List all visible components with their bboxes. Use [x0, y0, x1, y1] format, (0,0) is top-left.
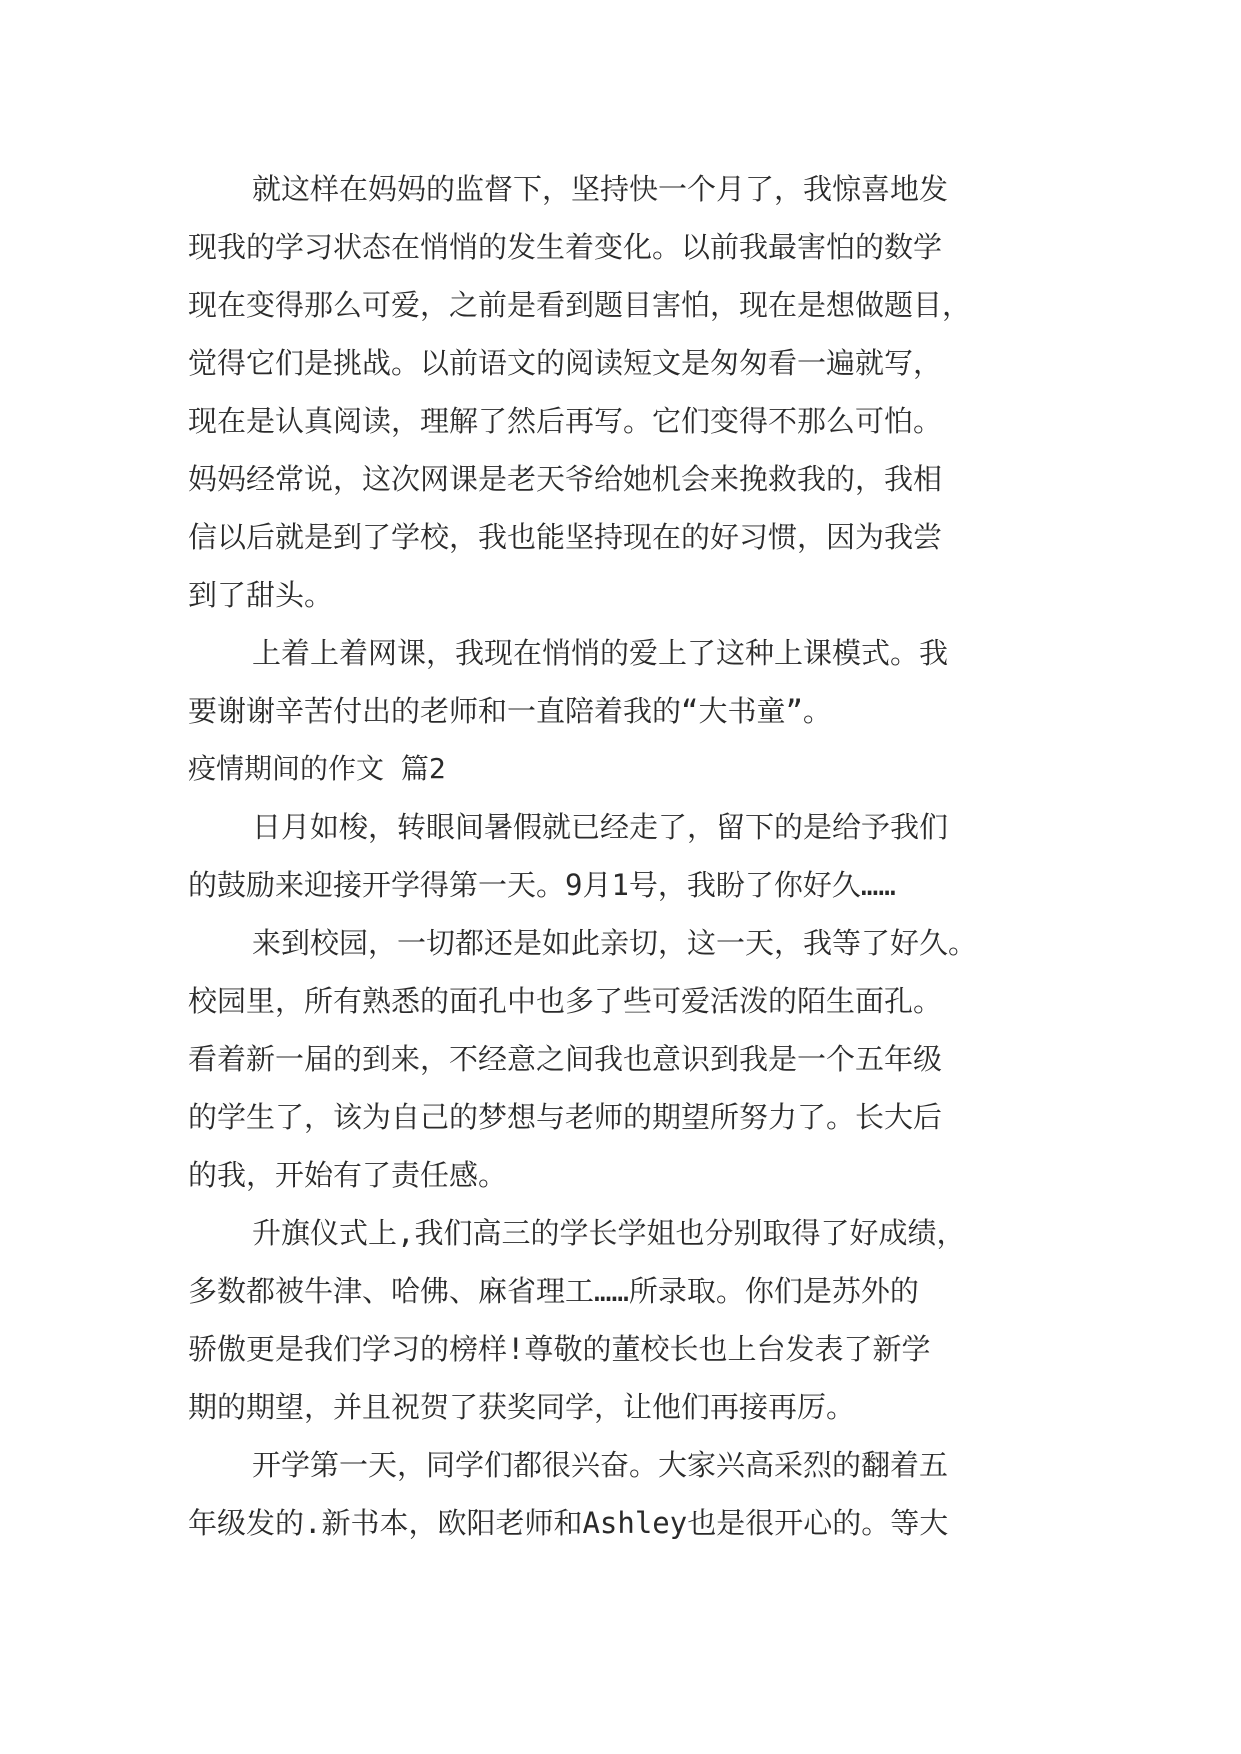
text-line: 现在是认真阅读，理解了然后再写。它们变得不那么可怕。 [188, 404, 943, 438]
text-line: 校园里，所有熟悉的面孔中也多了些可爱活泼的陌生面孔。 [188, 984, 943, 1018]
section-heading: 疫情期间的作文 篇2 [188, 752, 446, 785]
text-line: 现在变得那么可爱，之前是看到题目害怕，现在是想做题目， [188, 288, 972, 322]
text-line: 的我，开始有了责任感。 [188, 1158, 508, 1192]
text-line: 多数都被牛津、哈佛、麻省理工……所录取。你们是苏外的 [188, 1274, 919, 1308]
text-line: 看着新一届的到来，不经意之间我也意识到我是一个五年级 [188, 1042, 943, 1076]
text-line: 觉得它们是挑战。以前语文的阅读短文是匆匆看一遍就写， [188, 346, 943, 380]
text-line: 开学第一天，同学们都很兴奋。大家兴高采烈的翻着五 [252, 1448, 949, 1482]
text-line: 的鼓励来迎接开学得第一天。9月1号，我盼了你好久…… [188, 868, 896, 902]
document-body [188, 160, 1058, 1552]
text-line: 来到校园，一切都还是如此亲切，这一天，我等了好久。 [252, 926, 978, 960]
text-line: 上着上着网课，我现在悄悄的爱上了这种上课模式。我 [252, 636, 949, 670]
text-line: 期的期望，并且祝贺了获奖同学，让他们再接再厉。 [188, 1390, 856, 1424]
text-line: 年级发的.新书本，欧阳老师和Ashley也是很开心的。等大 [188, 1506, 949, 1540]
text-line: 妈妈经常说，这次网课是老天爷给她机会来挽救我的，我相 [188, 462, 943, 496]
text-line: 要谢谢辛苦付出的老师和一直陪着我的“大书童”。 [188, 694, 832, 728]
text-line: 到了甜头。 [188, 578, 334, 612]
text-line: 日月如梭，转眼间暑假就已经走了，留下的是给予我们 [252, 810, 949, 844]
text-line: 的学生了，该为自己的梦想与老师的期望所努力了。长大后 [188, 1100, 943, 1134]
text-line: 就这样在妈妈的监督下，坚持快一个月了，我惊喜地发 [252, 172, 949, 206]
text-line: 现我的学习状态在悄悄的发生着变化。以前我最害怕的数学 [188, 230, 943, 264]
text-line: 骄傲更是我们学习的榜样!尊敬的董校长也上台发表了新学 [188, 1332, 931, 1366]
text-line: 信以后就是到了学校，我也能坚持现在的好习惯，因为我尝 [188, 520, 943, 554]
text-line: 升旗仪式上,我们高三的学长学姐也分别取得了好成绩， [252, 1216, 966, 1250]
